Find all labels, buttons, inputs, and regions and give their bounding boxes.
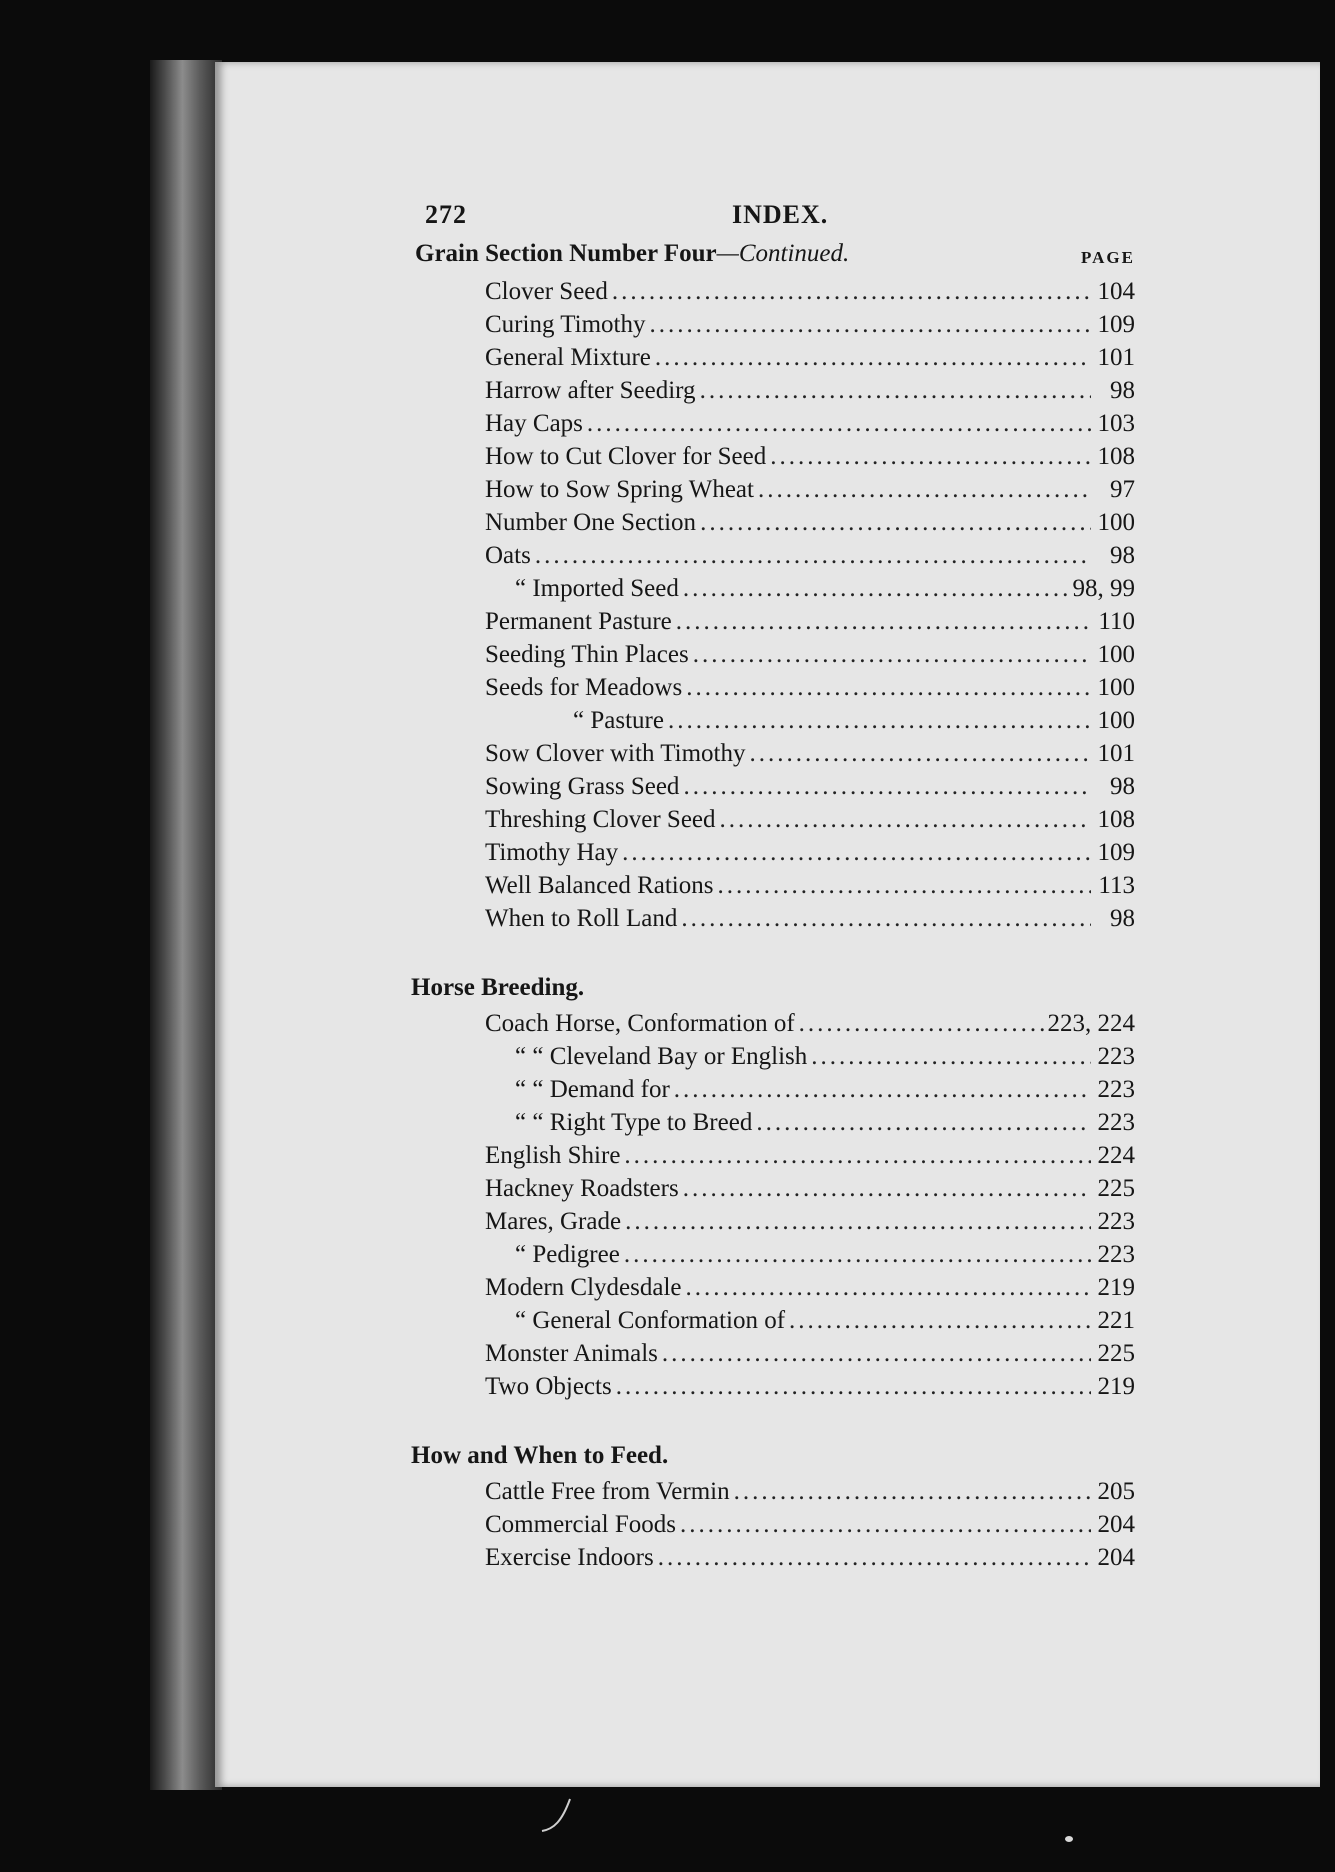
index-entry: [485, 1478, 1135, 1511]
dot-leader: [734, 1478, 1091, 1506]
index-entry: [485, 740, 1135, 773]
entry-page-number: 224: [1097, 1142, 1135, 1169]
entry-page-number: 100: [1097, 707, 1135, 734]
entry-label: Two Objects: [485, 1373, 612, 1400]
entry-label: “ General Conformation of: [515, 1307, 786, 1334]
index-entry: [485, 773, 1135, 806]
index-entry: [485, 674, 1135, 707]
page-edge: [1321, 62, 1335, 1787]
entry-page-number: 98: [1110, 773, 1135, 800]
dot-leader: [789, 1307, 1091, 1335]
dot-leader: [681, 905, 1091, 933]
entry-label: “ “ Demand for: [515, 1076, 670, 1103]
dot-leader: [686, 674, 1091, 702]
dot-leader: [624, 1241, 1091, 1269]
index-entry: [485, 1043, 1135, 1076]
entry-page-number: 223: [1097, 1043, 1135, 1070]
book-spine: [150, 60, 222, 1790]
entry-label: Sowing Grass Seed: [485, 773, 680, 800]
index-entry: [485, 905, 1135, 938]
entry-page-number: 225: [1097, 1175, 1135, 1202]
entry-label: Well Balanced Rations: [485, 872, 714, 899]
dot-leader: [655, 344, 1091, 372]
entry-label: Exercise Indoors: [485, 1544, 654, 1571]
entry-page-number: 205: [1097, 1478, 1135, 1505]
entry-page-number: 100: [1097, 509, 1135, 536]
index-entry: [485, 311, 1135, 344]
entry-page-number: 103: [1097, 410, 1135, 437]
dust-speck: [1065, 1836, 1073, 1842]
entry-page-number: 100: [1097, 674, 1135, 701]
dot-leader: [799, 1010, 1044, 1038]
entry-label: Curing Timothy: [485, 311, 646, 338]
index-entry: [485, 1373, 1135, 1406]
entry-page-number: 108: [1097, 806, 1135, 833]
entry-page-number: 221: [1097, 1307, 1135, 1334]
page-title: INDEX.: [732, 200, 829, 229]
entry-page-number: 113: [1098, 872, 1135, 899]
entry-page-number: 223: [1097, 1208, 1135, 1235]
dot-leader: [749, 740, 1091, 768]
index-entry: [485, 1076, 1135, 1109]
entry-label: Monster Animals: [485, 1340, 658, 1367]
dot-leader: [668, 707, 1091, 735]
dot-leader: [700, 509, 1091, 537]
ink-stroke-mark: [540, 1795, 580, 1835]
index-entry: [485, 806, 1135, 839]
entry-label: When to Roll Land: [485, 905, 678, 932]
entry-label: Modern Clydesdale: [485, 1274, 682, 1301]
entry-label: Permanent Pasture: [485, 608, 672, 635]
index-section: [415, 240, 1135, 938]
index-section: [411, 966, 1135, 1406]
entry-label: Seeds for Meadows: [485, 674, 683, 701]
index-section: [411, 1434, 1135, 1577]
index-entry: [485, 410, 1135, 443]
index-entry: [485, 1175, 1135, 1208]
index-entry: [485, 1142, 1135, 1175]
index-entry: [485, 509, 1135, 542]
entry-label: Hay Caps: [485, 410, 583, 437]
entry-label: “ Imported Seed: [515, 575, 679, 602]
entry-label: Seeding Thin Places: [485, 641, 689, 668]
index-entry: [485, 1274, 1135, 1307]
index-entry: [485, 575, 1135, 608]
entry-label: Hackney Roadsters: [485, 1175, 679, 1202]
entry-list: [485, 278, 1135, 938]
entry-label: Oats: [485, 542, 531, 569]
dot-leader: [535, 542, 1091, 570]
entry-page-number: 219: [1097, 1274, 1135, 1301]
dot-leader: [758, 476, 1091, 504]
entry-page-number: 100: [1097, 641, 1135, 668]
dot-leader: [616, 1373, 1091, 1401]
entry-label: General Mixture: [485, 344, 651, 371]
index-entry: [485, 377, 1135, 410]
index-entry: [485, 476, 1135, 509]
entry-page-number: 109: [1097, 839, 1135, 866]
section-title: Grain Section Number Four: [415, 240, 717, 267]
entry-label: How to Sow Spring Wheat: [485, 476, 754, 503]
index-entry: [485, 1544, 1135, 1577]
entry-label: English Shire: [485, 1142, 621, 1169]
entry-page-number: 223: [1097, 1109, 1135, 1136]
entry-page-number: 98: [1110, 377, 1135, 404]
entry-label: Clover Seed: [485, 278, 608, 305]
entry-page-number: 223: [1097, 1241, 1135, 1268]
index-entry: [485, 608, 1135, 641]
dot-leader: [662, 1340, 1091, 1368]
index-entry: [485, 344, 1135, 377]
entry-label: “ “ Right Type to Breed: [515, 1109, 753, 1136]
dot-leader: [612, 278, 1091, 306]
section-heading: How and When to Feed.: [411, 1442, 669, 1469]
index-entry: [485, 707, 1135, 740]
entry-label: Number One Section: [485, 509, 697, 536]
dot-leader: [685, 1274, 1091, 1302]
dot-leader: [587, 410, 1091, 438]
dot-leader: [683, 773, 1091, 801]
entry-label: “ Pedigree: [515, 1241, 620, 1268]
entry-page-number: 101: [1097, 344, 1135, 371]
entry-page-number: 98: [1110, 542, 1135, 569]
dot-leader: [683, 575, 1069, 603]
entry-page-number: 101: [1097, 740, 1135, 767]
index-entry: [485, 1511, 1135, 1544]
dot-leader: [693, 641, 1091, 669]
entry-page-number: 97: [1110, 476, 1135, 503]
dot-leader: [770, 443, 1091, 471]
section-heading: [415, 240, 1135, 278]
entry-label: Sow Clover with Timothy: [485, 740, 746, 767]
entry-page-number: 223: [1097, 1076, 1135, 1103]
entry-label: Coach Horse, Conformation of: [485, 1010, 795, 1037]
entry-label: “ Pasture: [573, 707, 664, 734]
entry-page-number: 98, 99: [1072, 575, 1135, 602]
dot-leader: [680, 1511, 1091, 1539]
entry-label: Timothy Hay: [485, 839, 619, 866]
index-entry: [485, 641, 1135, 674]
index-entry: [485, 542, 1135, 575]
entry-page-number: 104: [1097, 278, 1135, 305]
entry-page-number: 204: [1097, 1544, 1135, 1571]
index-entry: [485, 1010, 1135, 1043]
entry-label: Harrow after Seedirg: [485, 377, 696, 404]
entry-label: Cattle Free from Vermin: [485, 1478, 730, 1505]
entry-page-number: 223, 224: [1047, 1010, 1135, 1037]
dot-leader: [717, 872, 1091, 900]
index-entry: [485, 839, 1135, 872]
index-entry: [485, 443, 1135, 476]
dot-leader: [720, 806, 1091, 834]
entry-list: [485, 1010, 1135, 1406]
index-entry: [485, 1340, 1135, 1373]
running-head: [415, 200, 1135, 240]
dot-leader: [649, 311, 1091, 339]
index-entry: [485, 1208, 1135, 1241]
section-heading: Horse Breeding.: [411, 974, 585, 1001]
dot-leader: [811, 1043, 1091, 1071]
index-entry: [485, 278, 1135, 311]
entry-list: [485, 1478, 1135, 1577]
index-entry: [485, 1307, 1135, 1340]
index-entry: [485, 1241, 1135, 1274]
entry-page-number: 219: [1097, 1373, 1135, 1400]
dot-leader: [683, 1175, 1091, 1203]
index-entry: [485, 872, 1135, 905]
dot-leader: [676, 608, 1091, 636]
entry-page-number: 225: [1097, 1340, 1135, 1367]
entry-page-number: 109: [1097, 311, 1135, 338]
section-continued: —Continued.: [716, 240, 850, 267]
entry-label: How to Cut Clover for Seed: [485, 443, 767, 470]
entry-label: Mares, Grade: [485, 1208, 622, 1235]
page-column-label: PAGE: [1081, 248, 1135, 267]
dot-leader: [625, 1208, 1091, 1236]
entry-page-number: 98: [1110, 905, 1135, 932]
dot-leader: [674, 1076, 1091, 1104]
dot-leader: [658, 1544, 1091, 1572]
entry-page-number: 108: [1097, 443, 1135, 470]
dot-leader: [700, 377, 1091, 405]
page-number: 272: [425, 200, 467, 229]
dot-leader: [622, 839, 1091, 867]
entry-label: “ “ Cleveland Bay or English: [515, 1043, 808, 1070]
entry-page-number: 110: [1098, 608, 1135, 635]
entry-page-number: 204: [1097, 1511, 1135, 1538]
entry-label: Threshing Clover Seed: [485, 806, 716, 833]
index-entry: [485, 1109, 1135, 1142]
dot-leader: [756, 1109, 1091, 1137]
dot-leader: [624, 1142, 1091, 1170]
entry-label: Commercial Foods: [485, 1511, 676, 1538]
index-content: [411, 200, 1135, 1605]
